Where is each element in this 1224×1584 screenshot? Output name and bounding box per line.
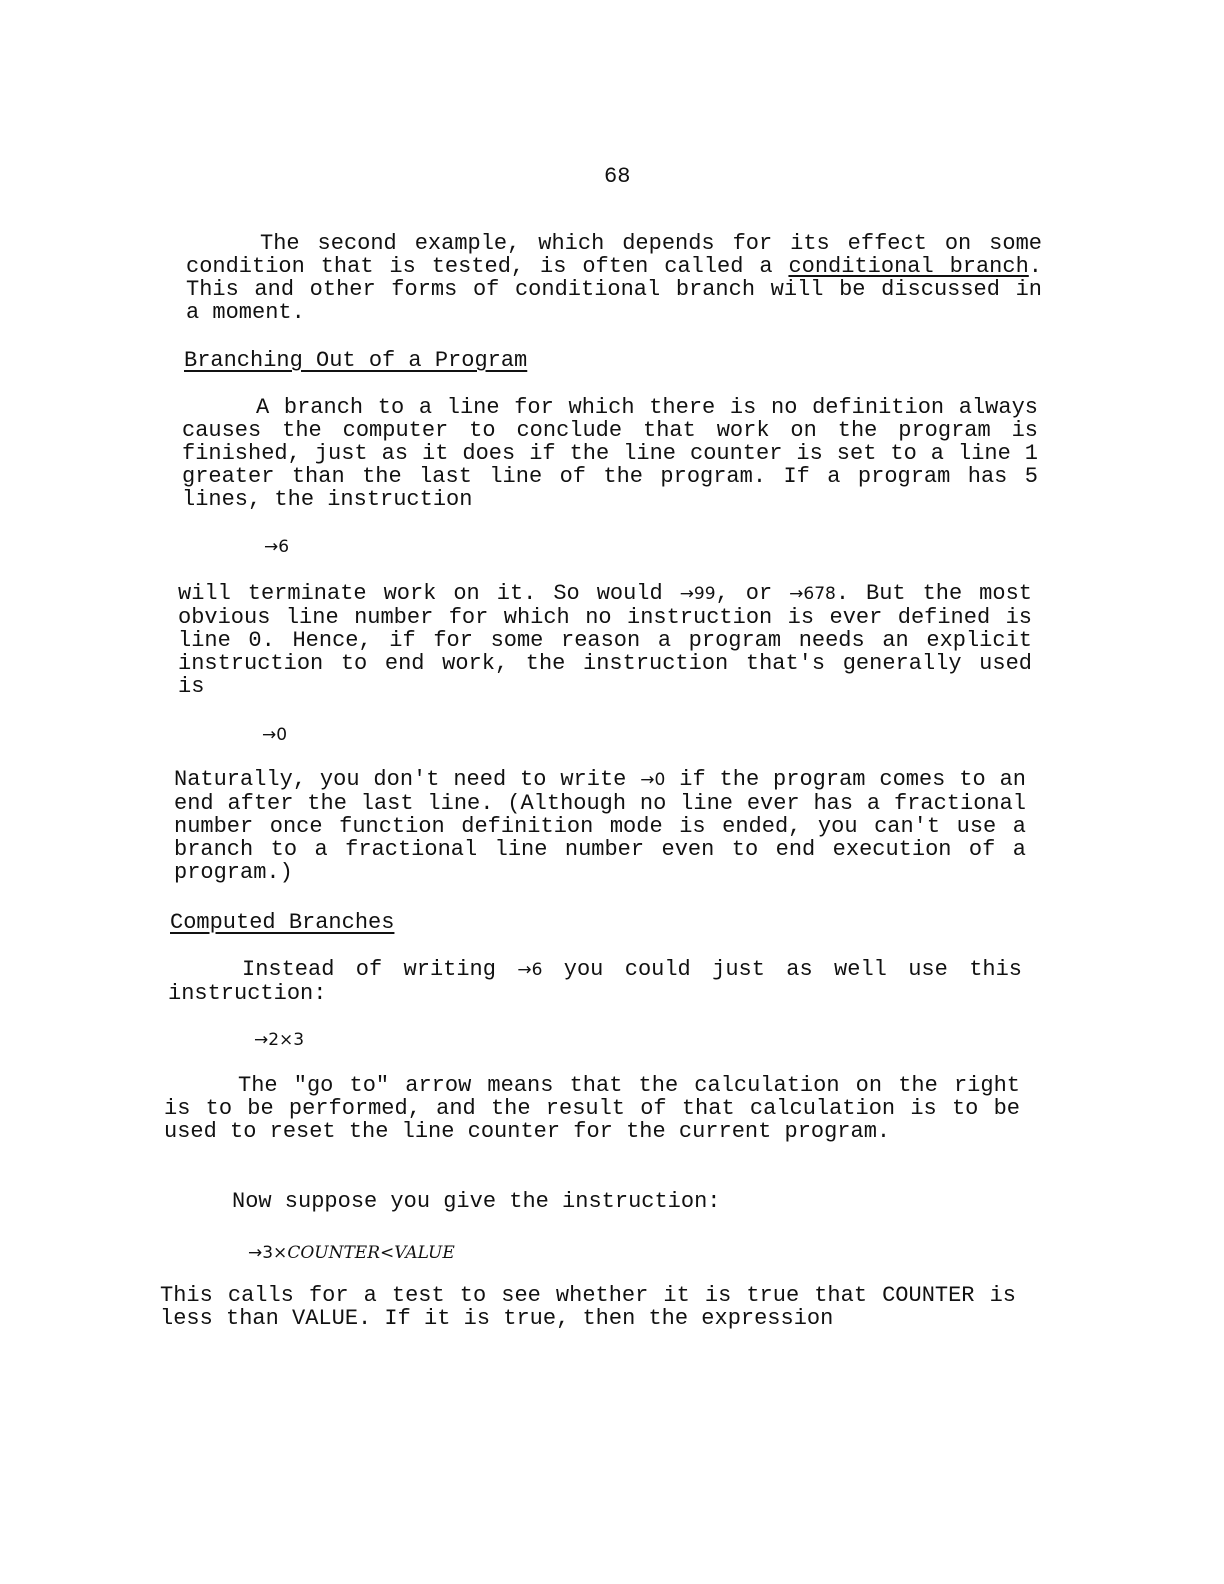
heading-computed-branches: Computed Branches: [170, 910, 395, 935]
inline-code: →6: [517, 960, 543, 980]
paragraph-text: Naturally, you don't need to write: [174, 767, 641, 792]
paragraph-text: The second example, which depends for its effect on some condition that is tested, is often called a: [186, 231, 1042, 279]
code-prefix: →3×: [248, 1243, 288, 1263]
paragraph-instead-of-writing: [168, 958, 1022, 1005]
code-operator: <: [380, 1243, 395, 1263]
paragraph-text: . But the most obvious line number for which no instruction is ever defined is line 0. Hence, if for some reason a program needs an explicit instruction to end work, the instruction that's generally used is: [178, 581, 1032, 699]
code-variable-value: VALUE: [394, 1243, 455, 1263]
page-number: 68: [604, 164, 631, 189]
code-goto-counter-less-value: [248, 1243, 455, 1263]
paragraph-text: . This and other forms of conditional branch will be discussed in a moment.: [186, 254, 1042, 325]
paragraph-now-suppose: [158, 1190, 1018, 1213]
paragraph-goto-arrow: [164, 1074, 1020, 1143]
heading-branching-out: Branching Out of a Program: [184, 348, 528, 373]
paragraph-text: A branch to a line for which there is no definition always causes the computer to conclude that work on the program is finished, just as it does if the line counter is set to a line 1 greater than the last line of the program. If a program has 5 lines, the instruction: [182, 395, 1038, 512]
inline-code: →0: [640, 770, 666, 790]
paragraph-text: Instead of writing: [242, 957, 518, 982]
paragraph-text: Now suppose you give the instruction:: [232, 1189, 721, 1214]
inline-code: →99: [679, 584, 716, 604]
term-conditional-branch: conditional branch: [788, 254, 1029, 279]
paragraph-text: if the program comes to an end after the last line. (Although no line ever has a fractional number once function definition mode is ended, you can't use a branch to a fractional line number even to end execution of a program.): [174, 767, 1026, 885]
code-goto-0: →0: [262, 725, 288, 745]
paragraph-test-counter: [160, 1284, 1016, 1330]
paragraph-text: This calls for a test to see whether it is true that COUNTER is less than VALUE. If it is true, then the expression: [160, 1283, 1016, 1331]
code-goto-2x3: →2×3: [254, 1030, 305, 1050]
paragraph-text: The "go to" arrow means that the calculation on the right is to be performed, and the result of that calculation is to be used to reset the line counter for the current program.: [164, 1073, 1020, 1144]
inline-code: →678: [789, 584, 836, 604]
paragraph-text: you could just as well use this instruction:: [168, 957, 1023, 1006]
paragraph-conditional-branch: [186, 232, 1042, 324]
code-goto-6: →6: [264, 537, 290, 557]
paragraph-text: will terminate work on it. So would: [178, 581, 680, 606]
code-variable-counter: COUNTER: [287, 1243, 381, 1263]
paragraph-terminate-work: [178, 582, 1032, 698]
paragraph-naturally: [174, 768, 1026, 884]
paragraph-text: , or: [715, 581, 790, 606]
paragraph-branch-undefined-line: [182, 396, 1038, 511]
